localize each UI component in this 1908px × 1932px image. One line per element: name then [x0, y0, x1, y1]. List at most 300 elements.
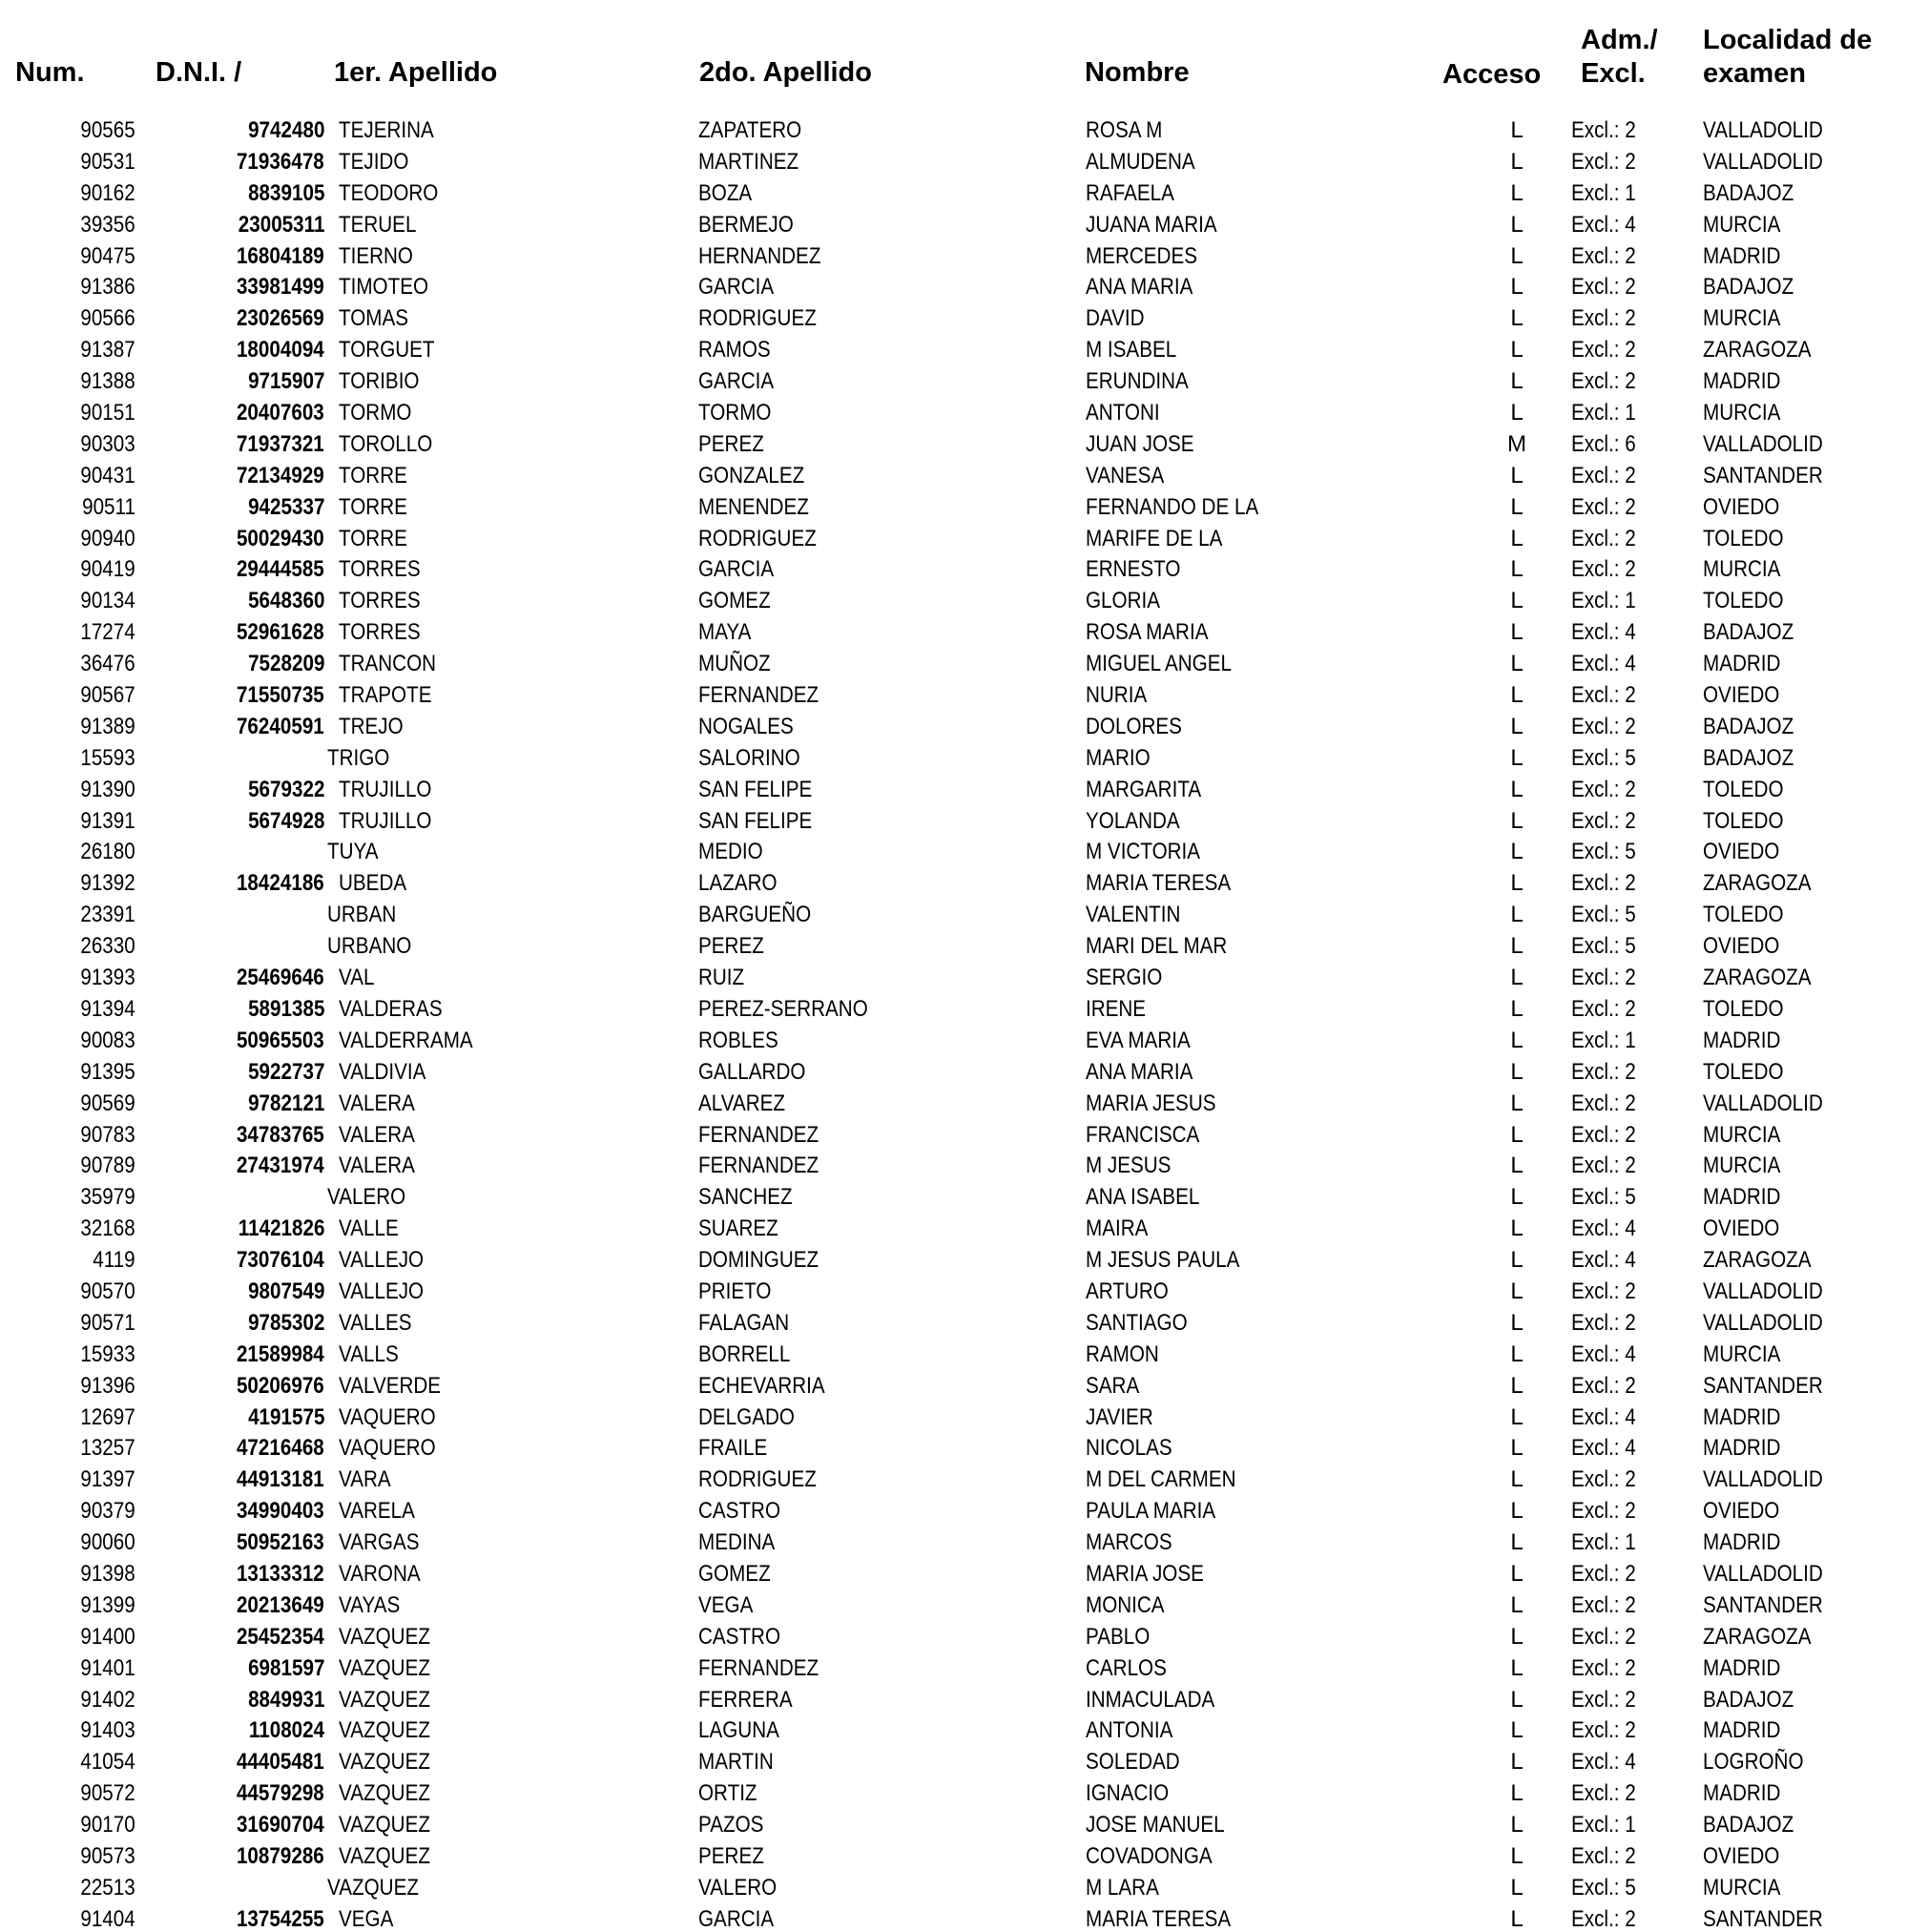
- cell-nombre-text: M ISABEL: [1086, 337, 1177, 364]
- cell-dni: [222, 1747, 324, 1778]
- cell-apellido1-text: TOMAS: [339, 305, 409, 332]
- cell-dni-text: 5674928: [247, 807, 324, 834]
- cell-dni-text: 8849931: [247, 1686, 324, 1713]
- cell-apellido2: [698, 617, 759, 649]
- cell-acceso: [1507, 303, 1526, 335]
- cell-acceso-text: L: [1510, 1812, 1524, 1839]
- cell-apellido2: [698, 963, 752, 994]
- cell-apellido2: [698, 1904, 786, 1932]
- cell-num-text: 91386: [80, 274, 135, 301]
- cell-adm-excl-text: Excl.: 4: [1571, 211, 1636, 238]
- cell-apellido2-text: GOMEZ: [698, 588, 771, 614]
- cell-acceso: [1507, 554, 1526, 586]
- cell-adm-excl-text: Excl.: 2: [1571, 1090, 1636, 1116]
- cell-acceso-text: L: [1510, 588, 1524, 614]
- header-nombre: Nombre: [1085, 57, 1190, 88]
- cell-dni-text: 9807549: [247, 1278, 324, 1304]
- cell-nombre: [1086, 1308, 1204, 1340]
- cell-apellido2: [698, 900, 829, 931]
- cell-acceso: [1507, 1810, 1526, 1841]
- cell-dni: [236, 586, 324, 617]
- cell-localidad-text: TOLEDO: [1703, 776, 1784, 802]
- table-row: [0, 806, 1908, 838]
- cell-acceso: [1507, 398, 1526, 429]
- cell-num-text: 91393: [80, 965, 135, 991]
- cell-acceso-text: L: [1510, 493, 1524, 520]
- cell-localidad-text: MADRID: [1703, 242, 1781, 269]
- cell-num-text: 12697: [80, 1403, 135, 1430]
- cell-apellido2: [698, 1433, 778, 1465]
- cell-apellido2: [698, 1622, 794, 1653]
- cell-acceso-text: L: [1510, 744, 1524, 771]
- cell-adm-excl: [1571, 1778, 1647, 1810]
- cell-nombre: [1086, 178, 1189, 210]
- cell-num: [72, 1559, 135, 1590]
- cell-adm-excl-text: Excl.: 2: [1571, 807, 1636, 834]
- cell-adm-excl-text: Excl.: 2: [1571, 965, 1636, 991]
- cell-apellido1-text: VALERA: [339, 1090, 415, 1116]
- cell-acceso-text: L: [1510, 274, 1524, 301]
- cell-nombre-text: MARIA TERESA: [1086, 1905, 1232, 1932]
- cell-nombre: [1086, 1465, 1260, 1496]
- cell-dni: [222, 1340, 324, 1371]
- cell-adm-excl: [1571, 1182, 1647, 1214]
- cell-nombre: [1086, 1245, 1265, 1277]
- cell-nombre: [1086, 241, 1215, 273]
- cell-localidad-text: OVIEDO: [1703, 839, 1780, 865]
- table-row: [0, 461, 1908, 492]
- cell-apellido1-text: VALDERRAMA: [339, 1027, 473, 1053]
- cell-apellido1-text: TERUEL: [339, 211, 417, 238]
- cell-num: [72, 429, 135, 461]
- cell-apellido1-text: TRANCON: [339, 651, 437, 677]
- cell-localidad: [1703, 1057, 1796, 1089]
- cell-num: [72, 1371, 135, 1402]
- cell-nombre-text: MARI DEL MAR: [1086, 933, 1228, 960]
- cell-acceso-text: L: [1510, 1498, 1524, 1525]
- cell-apellido1-text: TRUJILLO: [339, 776, 432, 802]
- cell-nombre-text: FRANCISCA: [1086, 1121, 1200, 1148]
- cell-apellido2: [698, 1026, 791, 1057]
- cell-nombre: [1086, 1904, 1255, 1932]
- table-row: [0, 1465, 1908, 1496]
- cell-apellido2-text: PEREZ: [698, 1842, 764, 1869]
- cell-num: [72, 1120, 135, 1152]
- cell-adm-excl-text: Excl.: 1: [1571, 1027, 1636, 1053]
- cell-apellido2: [698, 1402, 810, 1434]
- cell-dni-text: 50965503: [237, 1027, 324, 1053]
- cell-acceso: [1507, 1402, 1526, 1434]
- cell-num: [72, 868, 135, 900]
- cell-dni: [237, 1715, 324, 1747]
- cell-adm-excl-text: Excl.: 2: [1571, 556, 1636, 583]
- cell-apellido2: [698, 1465, 836, 1496]
- cell-localidad-text: MURCIA: [1703, 400, 1781, 426]
- cell-dni: [222, 1371, 324, 1402]
- cell-nombre-text: NICOLAS: [1086, 1435, 1172, 1462]
- table-row: [0, 1340, 1908, 1371]
- cell-localidad: [1703, 1527, 1794, 1559]
- table-row: [0, 366, 1908, 398]
- cell-num: [72, 1402, 135, 1434]
- cell-apellido2: [698, 147, 815, 178]
- cell-apellido2-text: GALLARDO: [698, 1058, 806, 1085]
- cell-adm-excl-text: Excl.: 2: [1571, 1466, 1636, 1493]
- cell-num: [72, 115, 135, 147]
- cell-apellido1-text: VAZQUEZ: [339, 1749, 430, 1776]
- cell-localidad: [1703, 1685, 1809, 1716]
- cell-num-text: 15593: [80, 744, 135, 771]
- cell-num-text: 90170: [80, 1812, 135, 1839]
- cell-apellido1: [339, 649, 452, 680]
- cell-nombre-text: COVADONGA: [1086, 1842, 1213, 1869]
- cell-num-text: 90475: [80, 242, 135, 269]
- cell-adm-excl: [1571, 1496, 1647, 1527]
- cell-acceso: [1507, 994, 1526, 1026]
- cell-apellido2-text: TORMO: [698, 400, 772, 426]
- cell-adm-excl: [1571, 524, 1647, 555]
- cell-localidad-text: SANTANDER: [1703, 1591, 1823, 1618]
- cell-nombre: [1086, 429, 1212, 461]
- cell-localidad-text: TOLEDO: [1703, 1058, 1784, 1085]
- cell-apellido2: [698, 1057, 823, 1089]
- cell-dni: [222, 1622, 324, 1653]
- cell-adm-excl-text: Excl.: 2: [1571, 305, 1636, 332]
- cell-apellido1: [339, 617, 434, 649]
- cell-adm-excl-text: Excl.: 2: [1571, 1153, 1636, 1179]
- cell-localidad-text: MURCIA: [1703, 1340, 1781, 1367]
- cell-nombre: [1086, 524, 1245, 555]
- table-row: [0, 649, 1908, 680]
- table-row: [0, 900, 1908, 931]
- cell-nombre: [1086, 1120, 1218, 1152]
- cell-num: [72, 1151, 135, 1182]
- table-row: [0, 1182, 1908, 1214]
- cell-dni: [222, 461, 324, 492]
- cell-nombre-text: JAVIER: [1086, 1403, 1153, 1430]
- cell-apellido2-text: GARCIA: [698, 556, 775, 583]
- cell-acceso: [1507, 335, 1526, 366]
- table-row: [0, 743, 1908, 775]
- cell-nombre: [1086, 680, 1157, 712]
- cell-adm-excl: [1571, 1465, 1647, 1496]
- cell-num: [72, 1810, 135, 1841]
- cell-localidad-text: TOLEDO: [1703, 995, 1784, 1022]
- cell-apellido1-text: VALLES: [339, 1309, 412, 1336]
- cell-apellido1: [339, 1653, 446, 1685]
- table-row: [0, 1841, 1908, 1873]
- cell-adm-excl: [1571, 900, 1647, 931]
- cell-apellido1: [339, 963, 381, 994]
- cell-apellido1-text: VAZQUEZ: [339, 1623, 430, 1650]
- cell-dni: [222, 1559, 324, 1590]
- cell-nombre-text: SARA: [1086, 1372, 1140, 1399]
- cell-dni: [222, 1778, 324, 1810]
- cell-dni-text: 9742480: [247, 117, 324, 143]
- cell-apellido2: [698, 868, 790, 900]
- cell-nombre: [1086, 868, 1255, 900]
- cell-dni: [236, 492, 324, 524]
- cell-acceso: [1507, 712, 1526, 743]
- cell-acceso: [1507, 1340, 1526, 1371]
- cell-apellido1: [339, 1057, 440, 1089]
- cell-localidad: [1703, 303, 1794, 335]
- cell-apellido1: [339, 554, 434, 586]
- cell-localidad-text: BADAJOZ: [1703, 1686, 1794, 1713]
- cell-num: [72, 335, 135, 366]
- cell-acceso-text: L: [1510, 1184, 1524, 1211]
- cell-acceso: [1507, 1653, 1526, 1685]
- cell-apellido2-text: ALVAREZ: [698, 1090, 785, 1116]
- cell-adm-excl: [1571, 1120, 1647, 1152]
- cell-num-text: 91399: [80, 1591, 135, 1618]
- cell-apellido2: [698, 1371, 845, 1402]
- cell-apellido1: [339, 1433, 451, 1465]
- cell-num-text: 90569: [80, 1090, 135, 1116]
- cell-dni-text: 6981597: [247, 1654, 324, 1681]
- cell-apellido1: [339, 868, 418, 900]
- cell-adm-excl: [1571, 649, 1647, 680]
- cell-localidad: [1703, 680, 1792, 712]
- cell-apellido1-text: VALLE: [339, 1215, 399, 1242]
- cell-apellido1: [339, 524, 419, 555]
- cell-localidad: [1703, 1590, 1842, 1622]
- cell-dni: [222, 712, 324, 743]
- cell-num: [72, 178, 135, 210]
- cell-apellido1-text: VALERO: [327, 1184, 406, 1211]
- cell-dni-text: 9785302: [247, 1309, 324, 1336]
- cell-acceso-text: L: [1510, 462, 1524, 488]
- cell-apellido1: [339, 680, 446, 712]
- cell-apellido2: [698, 837, 774, 868]
- cell-localidad: [1703, 241, 1794, 273]
- cell-apellido1-text: URBAN: [327, 902, 397, 928]
- cell-adm-excl: [1571, 1277, 1647, 1308]
- cell-acceso: [1507, 649, 1526, 680]
- cell-localidad-text: SANTANDER: [1703, 1372, 1823, 1399]
- cell-num-text: 15933: [80, 1340, 135, 1367]
- cell-apellido2-text: MARTIN: [698, 1749, 774, 1776]
- cell-acceso-text: L: [1510, 1153, 1524, 1179]
- cell-apellido2-text: BORRELL: [698, 1340, 791, 1367]
- table-row: [0, 147, 1908, 178]
- cell-localidad-text: SANTANDER: [1703, 1905, 1823, 1932]
- cell-num: [72, 680, 135, 712]
- cell-dni: [222, 398, 324, 429]
- cell-dni-text: 23026569: [237, 305, 324, 332]
- cell-apellido2-text: GOMEZ: [698, 1560, 771, 1587]
- cell-apellido2-text: RUIZ: [698, 965, 745, 991]
- cell-dni: [236, 806, 324, 838]
- cell-num-text: 91403: [80, 1717, 135, 1744]
- cell-dni-text: 4191575: [247, 1403, 324, 1430]
- cell-dni: [222, 1433, 324, 1465]
- cell-acceso-text: L: [1510, 902, 1524, 928]
- cell-adm-excl: [1571, 1653, 1647, 1685]
- cell-apellido2-text: FERNANDEZ: [698, 1121, 819, 1148]
- cell-adm-excl-text: Excl.: 4: [1571, 651, 1636, 677]
- cell-localidad: [1703, 1778, 1794, 1810]
- table-row: [0, 931, 1908, 963]
- cell-apellido2-text: FALAGAN: [698, 1309, 790, 1336]
- cell-dni: [222, 868, 324, 900]
- cell-nombre-text: ROSA M: [1086, 117, 1163, 143]
- cell-num: [72, 1590, 135, 1622]
- cell-adm-excl: [1571, 1433, 1647, 1465]
- cell-apellido2: [698, 398, 783, 429]
- cell-num: [72, 963, 135, 994]
- cell-acceso: [1507, 586, 1526, 617]
- cell-nombre-text: FERNANDO DE LA: [1086, 493, 1259, 520]
- cell-acceso-text: L: [1510, 1372, 1524, 1399]
- cell-localidad: [1703, 649, 1794, 680]
- cell-adm-excl-text: Excl.: 5: [1571, 933, 1636, 960]
- cell-apellido1: [339, 1371, 458, 1402]
- cell-num: [72, 1496, 135, 1527]
- cell-nombre: [1086, 1559, 1223, 1590]
- cell-adm-excl: [1571, 429, 1647, 461]
- cell-apellido2: [698, 303, 836, 335]
- cell-localidad-text: BADAJOZ: [1703, 713, 1794, 739]
- cell-num: [72, 1340, 135, 1371]
- cell-num-text: 91401: [80, 1654, 135, 1681]
- cell-apellido2: [698, 492, 827, 524]
- cell-dni: [222, 617, 324, 649]
- cell-localidad: [1703, 1841, 1792, 1873]
- cell-adm-excl-text: Excl.: 1: [1571, 400, 1636, 426]
- table-row: [0, 1433, 1908, 1465]
- cell-localidad: [1703, 429, 1842, 461]
- cell-nombre-text: SERGIO: [1086, 965, 1163, 991]
- cell-acceso: [1507, 837, 1526, 868]
- cell-nombre-text: MARIA TERESA: [1086, 870, 1232, 897]
- cell-nombre-text: DOLORES: [1086, 713, 1182, 739]
- cell-acceso-text: L: [1510, 1686, 1524, 1713]
- cell-adm-excl: [1571, 272, 1647, 303]
- cell-apellido1-text: TEJIDO: [339, 148, 409, 175]
- cell-localidad: [1703, 868, 1829, 900]
- cell-nombre: [1086, 743, 1161, 775]
- cell-localidad: [1703, 1308, 1842, 1340]
- cell-num-text: 90573: [80, 1842, 135, 1869]
- cell-nombre: [1086, 1089, 1237, 1120]
- cell-apellido2-text: MENENDEZ: [698, 493, 809, 520]
- cell-dni-text: 23005311: [238, 211, 324, 238]
- cell-dni-text: 31690704: [237, 1812, 324, 1839]
- cell-dni-text: 21589984: [237, 1340, 324, 1367]
- cell-adm-excl: [1571, 1340, 1647, 1371]
- cell-adm-excl-text: Excl.: 2: [1571, 1498, 1636, 1525]
- cell-apellido2-text: PAZOS: [698, 1812, 764, 1839]
- cell-apellido1-text: VALERA: [339, 1121, 415, 1148]
- cell-apellido2-text: BOZA: [698, 179, 753, 206]
- cell-adm-excl: [1571, 1715, 1647, 1747]
- cell-adm-excl-text: Excl.: 2: [1571, 1058, 1636, 1085]
- cell-localidad: [1703, 1653, 1794, 1685]
- table-row: [0, 1778, 1908, 1810]
- cell-nombre-text: DAVID: [1086, 305, 1145, 332]
- cell-apellido2-text: MEDIO: [698, 839, 763, 865]
- cell-apellido1: [339, 1590, 410, 1622]
- cell-apellido1: [339, 1245, 438, 1277]
- cell-acceso-text: L: [1510, 556, 1524, 583]
- cell-apellido1: [339, 366, 432, 398]
- cell-adm-excl-text: Excl.: 2: [1571, 1686, 1636, 1713]
- cell-apellido1: [339, 1685, 446, 1716]
- cell-apellido1-text: TRUJILLO: [339, 807, 432, 834]
- cell-adm-excl-text: Excl.: 4: [1571, 1403, 1636, 1430]
- cell-adm-excl-text: Excl.: 2: [1571, 493, 1636, 520]
- cell-acceso: [1507, 1089, 1526, 1120]
- cell-num: [72, 1182, 135, 1214]
- cell-nombre-text: SANTIAGO: [1086, 1309, 1188, 1336]
- cell-apellido2-text: RAMOS: [698, 337, 771, 364]
- table-row: [0, 1371, 1908, 1402]
- cell-apellido1: [339, 1214, 408, 1245]
- cell-dni: [222, 241, 324, 273]
- cell-dni: [222, 524, 324, 555]
- cell-localidad-text: MURCIA: [1703, 1121, 1781, 1148]
- cell-acceso-text: L: [1510, 1090, 1524, 1116]
- cell-num-text: 90789: [80, 1153, 135, 1179]
- cell-num-text: 91404: [80, 1905, 135, 1932]
- cell-apellido2: [698, 524, 836, 555]
- table-row: [0, 1873, 1908, 1904]
- cell-apellido2: [698, 178, 760, 210]
- cell-nombre-text: INMACULADA: [1086, 1686, 1215, 1713]
- cell-num: [72, 900, 135, 931]
- cell-localidad: [1703, 963, 1829, 994]
- cell-dni-text: 34990403: [237, 1498, 324, 1525]
- cell-dni-text: 44405481: [237, 1749, 324, 1776]
- cell-dni-text: 7528209: [247, 651, 324, 677]
- cell-adm-excl: [1571, 837, 1647, 868]
- table-row: [0, 868, 1908, 900]
- cell-apellido1-text: VAZQUEZ: [327, 1874, 419, 1901]
- cell-apellido2: [698, 554, 786, 586]
- table-row: [0, 617, 1908, 649]
- cell-localidad: [1703, 366, 1794, 398]
- cell-adm-excl-text: Excl.: 2: [1571, 1278, 1636, 1304]
- cell-nombre-text: YOLANDA: [1086, 807, 1180, 834]
- cell-dni-text: 10879286: [237, 1842, 324, 1869]
- cell-dni: [236, 775, 324, 806]
- cell-num: [72, 617, 135, 649]
- table-row: [0, 586, 1908, 617]
- cell-apellido1: [339, 210, 429, 241]
- cell-apellido1-text: VALDERAS: [339, 995, 443, 1022]
- cell-dni-text: 8839105: [247, 179, 324, 206]
- cell-apellido2-text: MARTINEZ: [698, 148, 799, 175]
- cell-adm-excl: [1571, 178, 1647, 210]
- cell-adm-excl-text: Excl.: 2: [1571, 1905, 1636, 1932]
- cell-apellido2-text: FERRERA: [698, 1686, 793, 1713]
- cell-apellido1: [339, 1559, 434, 1590]
- cell-acceso-text: L: [1510, 1309, 1524, 1336]
- cell-num-text: 90162: [80, 179, 135, 206]
- table-row: [0, 775, 1908, 806]
- cell-apellido1: [339, 775, 446, 806]
- cell-localidad-text: MADRID: [1703, 1717, 1781, 1744]
- header-adm-excl-line1: Adm./: [1581, 25, 1658, 55]
- cell-apellido2-text: ZAPATERO: [698, 117, 802, 143]
- cell-acceso: [1507, 743, 1526, 775]
- cell-dni-text: 71937321: [237, 430, 324, 457]
- cell-apellido2-text: SANCHEZ: [698, 1184, 793, 1211]
- cell-apellido2: [698, 1810, 775, 1841]
- cell-num-text: 91388: [80, 368, 135, 395]
- cell-localidad: [1703, 554, 1794, 586]
